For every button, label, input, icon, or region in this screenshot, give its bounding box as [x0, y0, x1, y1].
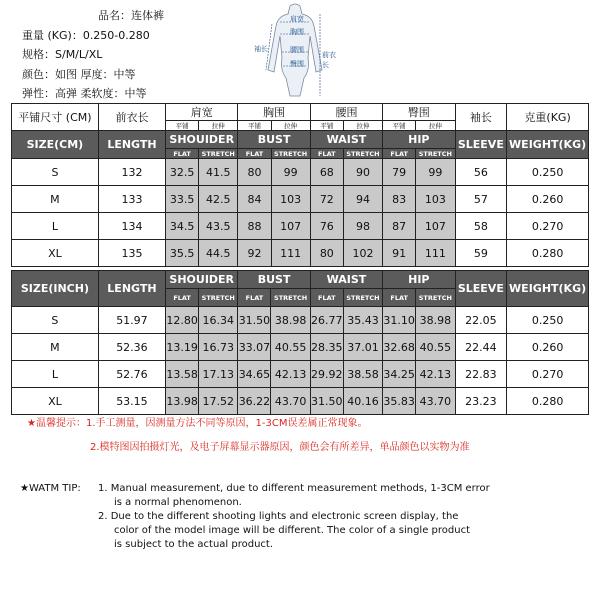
table-cell: 38.98	[416, 307, 455, 334]
table-cell: 0.250	[507, 159, 589, 186]
table-cell: 35.83	[383, 388, 416, 415]
cn-header-waist: 腰围	[310, 104, 382, 121]
product-info	[22, 6, 164, 104]
sub-stretch: STRETCH	[343, 289, 382, 307]
table-cell: 103	[271, 186, 310, 213]
table-cell: 40.55	[271, 334, 310, 361]
table-row	[12, 334, 589, 361]
color-info: 颜色：如图 厚度：中等	[22, 67, 136, 81]
table-cell: S	[12, 307, 99, 334]
measurement-figure	[250, 0, 340, 102]
table-cell: 13.98	[166, 388, 199, 415]
table-cell: 0.280	[507, 388, 589, 415]
table-cell: 53.15	[98, 388, 165, 415]
table-cell: 43.5	[199, 213, 238, 240]
table-cell: 87	[383, 213, 416, 240]
table-cell: S	[12, 159, 99, 186]
cn-header-weight: 克重(KG)	[507, 104, 589, 131]
table-cell: 51.97	[98, 307, 165, 334]
table-row	[12, 361, 589, 388]
table-cell: 90	[343, 159, 382, 186]
table-cell: 34.25	[383, 361, 416, 388]
header-waist: WAIST	[310, 131, 382, 149]
tip-en-line2: is a normal phenomenon.	[114, 497, 242, 508]
sub-flat: FLAT	[310, 289, 343, 307]
table-cell: 52.76	[98, 361, 165, 388]
table-cell: L	[12, 361, 99, 388]
table-cell: 94	[343, 186, 382, 213]
table-cell: 52.36	[98, 334, 165, 361]
table-cell: 88	[238, 213, 271, 240]
table-cell: 22.83	[455, 361, 507, 388]
header-length: LENGTH	[98, 131, 165, 159]
inch-table-body	[12, 307, 589, 415]
table-cell: 29.92	[310, 361, 343, 388]
table-row	[12, 307, 589, 334]
table-cell: 80	[238, 159, 271, 186]
table-cell: 38.58	[343, 361, 382, 388]
table-row	[12, 240, 589, 267]
figure-label-sleeve: 袖长	[254, 45, 268, 53]
table-cell: 107	[416, 213, 455, 240]
table-cell: 13.19	[166, 334, 199, 361]
table-cell: 58	[455, 213, 507, 240]
table-cell: M	[12, 186, 99, 213]
table-cell: 107	[271, 213, 310, 240]
cn-sub-flat: 平铺	[383, 121, 416, 131]
table-cell: 35.5	[166, 240, 199, 267]
table-cell: 34.5	[166, 213, 199, 240]
sub-flat: FLAT	[238, 289, 271, 307]
table-cell: 42.13	[416, 361, 455, 388]
table-cell: 33.5	[166, 186, 199, 213]
table-cell: 68	[310, 159, 343, 186]
table-cell: 42.13	[271, 361, 310, 388]
table-cell: 16.73	[199, 334, 238, 361]
table-cell: 99	[271, 159, 310, 186]
header-length: LENGTH	[98, 271, 165, 307]
table-row	[12, 159, 589, 186]
sub-flat: FLAT	[383, 289, 416, 307]
table-cell: 22.44	[455, 334, 507, 361]
table-cell: 33.07	[238, 334, 271, 361]
sub-stretch: STRETCH	[271, 149, 310, 159]
table-cell: 31.10	[383, 307, 416, 334]
figure-label-shoulder: 肩宽	[290, 15, 304, 23]
header-bust: BUST	[238, 271, 310, 289]
cn-header-size: 平铺尺寸 (CM)	[12, 104, 99, 131]
tip-en-line3: 2. Due to the different shooting lights and electronic screen display, the	[98, 511, 459, 522]
header-shoulder: SHOUIDER	[166, 131, 238, 149]
table-row	[12, 388, 589, 415]
header-hip: HIP	[383, 271, 455, 289]
table-cell: 92	[238, 240, 271, 267]
table-cell: 134	[98, 213, 165, 240]
table-cell: 57	[455, 186, 507, 213]
tip-en	[20, 482, 490, 552]
header-hip: HIP	[383, 131, 455, 149]
figure-label-bust: 胸围	[290, 28, 304, 36]
sub-stretch: STRETCH	[199, 289, 238, 307]
sub-flat: FLAT	[166, 289, 199, 307]
table-cell: 26.77	[310, 307, 343, 334]
table-cell: 40.55	[416, 334, 455, 361]
table-cell: 36.22	[238, 388, 271, 415]
table-cell: 0.260	[507, 186, 589, 213]
table-cell: 80	[310, 240, 343, 267]
header-size: SIZE(INCH)	[12, 271, 99, 307]
sub-stretch: STRETCH	[416, 149, 455, 159]
table-cell: 32.68	[383, 334, 416, 361]
table-cell: 98	[343, 213, 382, 240]
tip-en-line1: 1. Manual measurement, due to different measurement methods, 1-3CM error	[98, 483, 490, 494]
sub-stretch: STRETCH	[199, 149, 238, 159]
table-cell: 16.34	[199, 307, 238, 334]
cn-sub-stretch: 拉伸	[199, 121, 238, 131]
tip-cn-line1: ★温馨提示：1.手工测量，因测量方法不同等原因，1-3CM误差属正常现象。	[27, 418, 368, 429]
table-cell: M	[12, 334, 99, 361]
header-sleeve: SLEEVE	[455, 131, 507, 159]
elastic-info: 弹性：高弹 柔软度：中等	[22, 87, 147, 100]
header-bust: BUST	[238, 131, 310, 149]
table-row	[12, 213, 589, 240]
header-size: SIZE(CM)	[12, 131, 99, 159]
cn-header-shoulder: 肩宽	[166, 104, 238, 121]
sub-stretch: STRETCH	[271, 289, 310, 307]
table-cell: 0.250	[507, 307, 589, 334]
cn-header-length: 前衣长	[98, 104, 165, 131]
table-cell: 32.5	[166, 159, 199, 186]
tip-en-line4: color of the model image will be different. The color of a single product	[114, 525, 471, 536]
cn-header-sleeve: 袖长	[455, 104, 507, 131]
table-cell: 111	[271, 240, 310, 267]
table-cell: XL	[12, 240, 99, 267]
sub-flat: FLAT	[238, 149, 271, 159]
table-row	[12, 186, 589, 213]
table-cell: 133	[98, 186, 165, 213]
cm-table-body	[12, 159, 589, 267]
table-cell: 31.50	[310, 388, 343, 415]
table-cell: 17.52	[199, 388, 238, 415]
inch-size-table	[11, 270, 589, 415]
cn-sub-flat: 平铺	[238, 121, 271, 131]
sub-flat: FLAT	[166, 149, 199, 159]
cn-sub-stretch: 拉伸	[416, 121, 455, 131]
table-cell: 84	[238, 186, 271, 213]
table-cell: 99	[416, 159, 455, 186]
table-cell: 0.260	[507, 334, 589, 361]
header-sleeve: SLEEVE	[455, 271, 507, 307]
table-cell: XL	[12, 388, 99, 415]
cm-size-table	[11, 103, 589, 267]
cn-header-hip: 臀围	[383, 104, 455, 121]
sub-flat: FLAT	[383, 149, 416, 159]
table-cell: 22.05	[455, 307, 507, 334]
cn-sub-flat: 平铺	[310, 121, 343, 131]
table-cell: 72	[310, 186, 343, 213]
table-cell: 23.23	[455, 388, 507, 415]
table-cell: 42.5	[199, 186, 238, 213]
table-cell: 91	[383, 240, 416, 267]
cn-sub-flat: 平铺	[166, 121, 199, 131]
table-cell: 56	[455, 159, 507, 186]
product-name: 连体裤	[131, 9, 164, 22]
table-cell: 79	[383, 159, 416, 186]
table-cell: 111	[416, 240, 455, 267]
table-cell: L	[12, 213, 99, 240]
table-cell: 31.50	[238, 307, 271, 334]
table-cell: 83	[383, 186, 416, 213]
table-cell: 38.98	[271, 307, 310, 334]
table-cell: 102	[343, 240, 382, 267]
table-cell: 34.65	[238, 361, 271, 388]
weight-info: 重量 (KG)：0.250-0.280	[22, 28, 150, 42]
table-cell: 35.43	[343, 307, 382, 334]
tip-en-line5: is subject to the actual product.	[114, 539, 274, 550]
table-cell: 43.70	[271, 388, 310, 415]
table-cell: 43.70	[416, 388, 455, 415]
cn-sub-stretch: 拉伸	[271, 121, 310, 131]
table-cell: 12.80	[166, 307, 199, 334]
table-cell: 0.280	[507, 240, 589, 267]
tip-cn-line2: 2.模特图因拍摄灯光，及电子屏幕显示器原因，颜色会有所差异，单品颜色以实物为准	[90, 442, 470, 453]
figure-label-length: 前衣长	[322, 51, 336, 69]
name-label: 品名：	[98, 9, 131, 22]
table-cell: 103	[416, 186, 455, 213]
table-cell: 76	[310, 213, 343, 240]
table-cell: 135	[98, 240, 165, 267]
table-cell: 28.35	[310, 334, 343, 361]
table-cell: 59	[455, 240, 507, 267]
header-weight: WEIGHT(KG)	[507, 271, 589, 307]
table-cell: 37.01	[343, 334, 382, 361]
table-cell: 13.58	[166, 361, 199, 388]
header-waist: WAIST	[310, 271, 382, 289]
sub-flat: FLAT	[310, 149, 343, 159]
figure-label-hip: 臀围	[290, 60, 304, 68]
table-cell: 40.16	[343, 388, 382, 415]
table-cell: 0.270	[507, 361, 589, 388]
table-cell: 41.5	[199, 159, 238, 186]
header-shoulder: SHOUIDER	[166, 271, 238, 289]
table-cell: 132	[98, 159, 165, 186]
tip-en-label: ★WATM TIP:	[20, 483, 81, 494]
figure-label-waist: 腰围	[290, 46, 304, 54]
table-cell: 17.13	[199, 361, 238, 388]
sub-stretch: STRETCH	[416, 289, 455, 307]
header-weight: WEIGHT(KG)	[507, 131, 589, 159]
sub-stretch: STRETCH	[343, 149, 382, 159]
cn-header-bust: 胸围	[238, 104, 310, 121]
table-cell: 0.270	[507, 213, 589, 240]
cn-sub-stretch: 拉伸	[343, 121, 382, 131]
sizes-info: 规格：S/M/L/XL	[22, 48, 103, 61]
table-cell: 44.5	[199, 240, 238, 267]
